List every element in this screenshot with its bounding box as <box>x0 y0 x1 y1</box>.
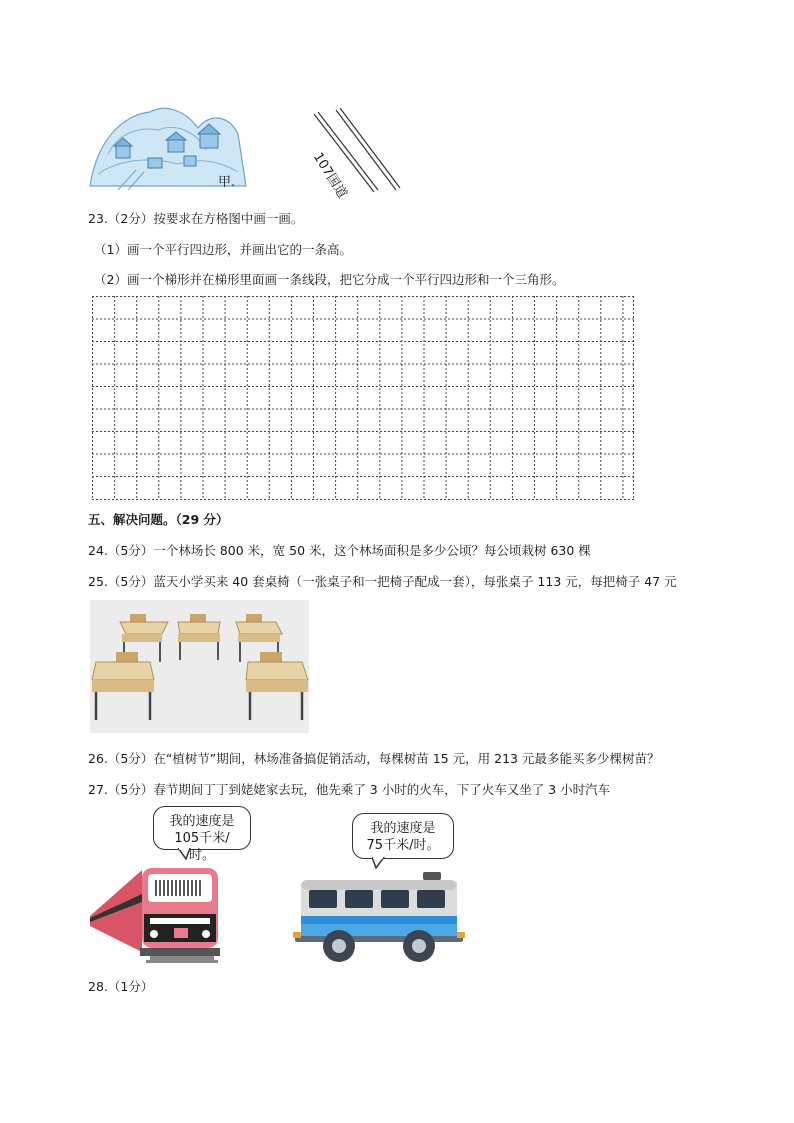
question-24: 24.（5分）一个林场长 800 米，宽 50 米，这个林场面积是多少公顷？每公顷栽树 630 棵 <box>88 543 591 558</box>
bus-bubble-line1: 我的速度是 <box>370 821 436 836</box>
bus-bubble-tail <box>372 857 386 869</box>
section-5-title: 五、解决问题。（29 分） <box>88 512 229 527</box>
bus-illustration <box>293 872 465 968</box>
train-bubble-tail <box>178 848 192 860</box>
bus-speech-bubble <box>352 813 454 859</box>
train-bubble-line1: 我的速度是 <box>169 814 235 829</box>
train-speech-bubble <box>153 806 251 863</box>
question-28: 28.（1分） <box>88 979 154 994</box>
desks-illustration <box>90 600 309 733</box>
question-23-sub1: （1）画一个平行四边形，并画出它的一条高。 <box>94 242 352 257</box>
question-23-sub2: （2）画一个梯形并在梯形里面画一条线段，把它分成一个平行四边形和一个三角形。 <box>94 272 565 287</box>
question-26: 26.（5分）在“植树节”期间，林场准备搞促销活动，每棵树苗 15 元，用 213 元最多能买多少棵树苗？ <box>88 751 660 766</box>
village-label: 甲. <box>218 175 236 190</box>
question-27: 27.（5分）春节期间丁丁到姥姥家去玩，他先乘了 3 小时的火车，下了火车又坐了 3 小时汽车 <box>88 782 611 797</box>
train-bubble-line2: 105千米/时。 <box>174 831 230 863</box>
question-25: 25.（5分）蓝天小学买来 40 套桌椅（一张桌子和一把椅子配成一套），每张桌子 113 元，每把椅子 47 元 <box>88 574 677 589</box>
bus-bubble-line2: 75千米/时。 <box>366 838 440 853</box>
road-label: 107国道 <box>309 150 350 202</box>
drawing-grid[interactable] <box>92 296 634 500</box>
question-23-title: 23.（2分）按要求在方格图中画一画。 <box>88 211 304 226</box>
train-illustration <box>90 860 222 968</box>
